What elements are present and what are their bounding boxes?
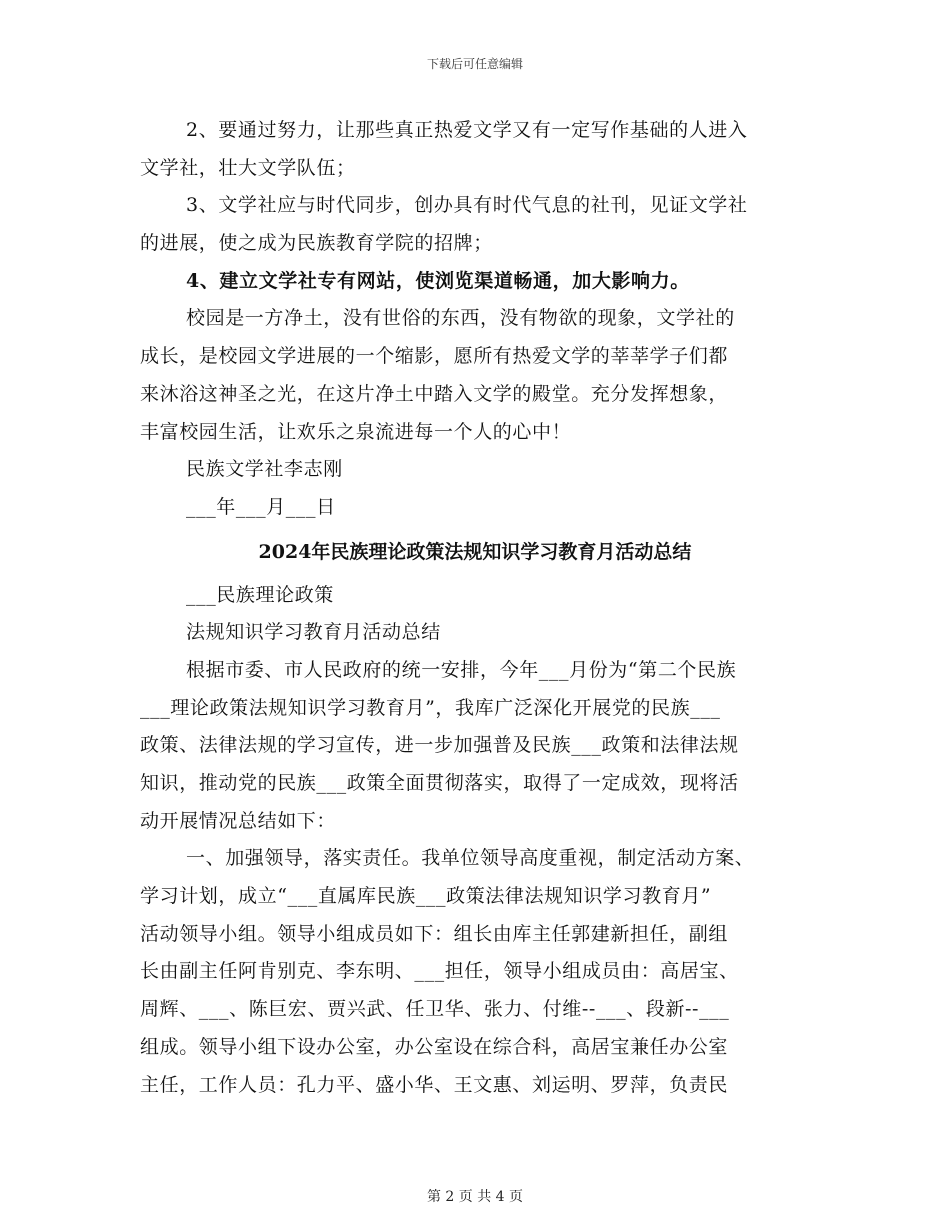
text-line: 长由副主任阿肯别克、李东明、___担任，领导小组成员由：高居宝、: [140, 960, 739, 983]
text-line: 一、加强领导，落实责任。我单位领导高度重视，制定活动方案、: [186, 847, 755, 870]
text-line: 周辉、___、陈巨宏、贾兴武、任卫华、张力、付维--___、段新--___: [140, 998, 730, 1021]
text-line: 知识，推动党的民族___政策全面贯彻落实，取得了一定成效，现将活: [140, 772, 739, 794]
signature-line: 民族文学社李志刚: [186, 458, 343, 481]
paragraph-group-2: [140, 577, 820, 1105]
text-line: ___理论政策法规知识学习教育月”，我库广泛深化开展党的民族___: [140, 696, 721, 719]
page-footer-indicator: 第 2 页 共 4 页: [426, 1189, 524, 1205]
text-line: 法规知识学习教育月活动总结: [186, 621, 441, 644]
document-body: [140, 112, 820, 1104]
text-line: ___民族理论政策: [186, 583, 334, 606]
text-line-bold: 4、建立文学社专有网站，使浏览渠道畅通，加大影响力。: [186, 269, 690, 292]
date-line: ___年___月___日: [186, 495, 336, 518]
text-line: 学习计划，成立“___直属库民族___政策法律法规知识学习教育月”: [140, 885, 712, 908]
text-line: 主任，工作人员：孔力平、盛小华、王文惠、刘运明、罗萍，负责民: [140, 1073, 729, 1096]
page-header-note: 下载后可任意编辑: [426, 57, 523, 71]
text-line: 3、文学社应与时代同步，创办具有时代气息的社刊，见证文学社: [186, 194, 748, 217]
section-title: 2024年民族理论政策法规知识学习教育月活动总结: [258, 540, 692, 563]
text-line: 来沐浴这神圣之光，在这片净土中踏入文学的殿堂。充分发挥想象，: [140, 382, 729, 405]
text-line: 组成。领导小组下设办公室，办公室设在综合科，高居宝兼任办公室: [140, 1035, 729, 1058]
text-line: 活动领导小组。领导小组成员如下：组长由库主任郭建新担任，副组: [140, 922, 729, 945]
text-line: 2、要通过努力，让那些真正热爱文学又有一定写作基础的人进入: [186, 119, 748, 141]
text-line: 文学社，壮大文学队伍；: [140, 156, 356, 179]
text-line: 政策、法律法规的学习宣传，进一步加强普及民族___政策和法律法规: [140, 734, 739, 757]
text-line: 丰富校园生活，让欢乐之泉流进每一个人的心中！: [140, 420, 572, 443]
text-line: 动开展情况总结如下：: [140, 809, 337, 832]
text-line: 成长，是校园文学进展的一个缩影，愿所有热爱文学的莘莘学子们都: [140, 345, 729, 368]
text-line: 根据市委、市人民政府的统一安排，今年___月份为“第二个民族: [186, 658, 737, 681]
text-line: 的进展，使之成为民族教育学院的招牌；: [140, 232, 493, 255]
paragraph-group-1: [140, 112, 820, 527]
text-line: 校园是一方净土，没有世俗的东西，没有物欲的现象，文学社的: [186, 307, 735, 330]
